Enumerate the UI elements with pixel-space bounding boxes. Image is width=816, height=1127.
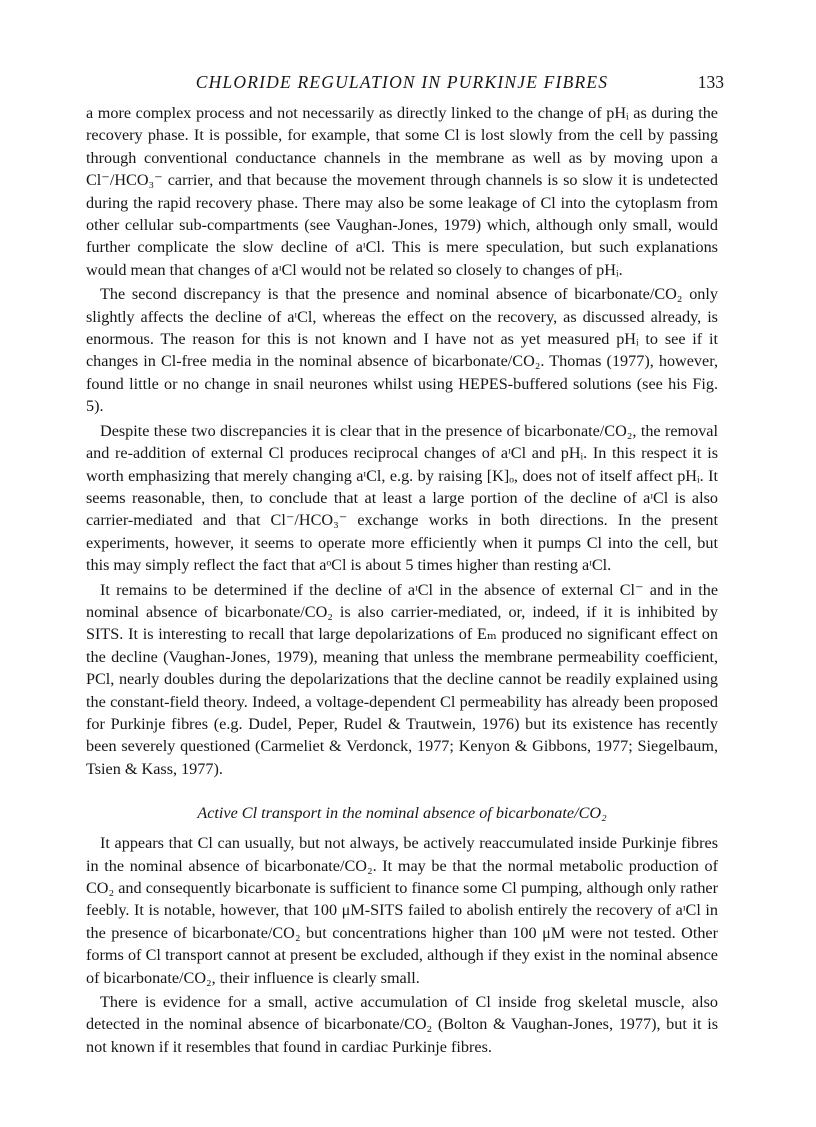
body-paragraph: It remains to be determined if the decline of aᶦCl in the absence of external Cl⁻ and in the nominal absence of bicarbonate/CO₂ is also carrier-mediated, or, indeed, if it is inhibited by SITS. It is interesting to recall that large depolarizations of Eₘ produced no significant effect on the decline (Vaughan-Jones, 1979), meaning that unless the membrane permeability coefficient, PCl, nearly doubles during the depolarizations that the decline cannot be readily explained using the constant-field theory. Indeed, a voltage-dependent Cl permeability has already been proposed for Purkinje fibres (e.g. Dudel, Peper, Rudel & Trautwein, 1976) but its existence has recently been severely questioned (Carmeliet & Verdonck, 1977; Kenyon & Gibbons, 1977; Siegelbaum, Tsien & Kass, 1977). bbox=[86, 580, 718, 778]
body-paragraph: Despite these two discrepancies it is clear that in the presence of bicarbonate/CO₂, the removal and re-addition of external Cl produces reciprocal changes of aᶦCl and pHᵢ. In this respect it is worth emphasizing that merely changing aᶦCl, e.g. by raising [K]ₒ, does not of itself affect pHᵢ. It seems reasonable, then, to conclude that at least a large portion of the decline of aᶦCl is also carrier-mediated and that Cl⁻/HCO₃⁻ exchange works in both directions. In the present experiments, however, it seems to operate more efficiently when it pumps Cl into the cell, but this may simply reflect the fact that aᵒCl is about 5 times higher than resting aᶦCl. bbox=[86, 421, 718, 575]
body-paragraph: There is evidence for a small, active accumulation of Cl inside frog skeletal muscle, also detected in the nominal absence of bicarbonate/CO₂ (Bolton & Vaughan-Jones, 1977), but it is not known if it resembles that found in cardiac Purkinje fibres. bbox=[86, 993, 718, 1056]
running-title: CHLORIDE REGULATION IN PURKINJE FIBRES bbox=[195, 72, 609, 92]
document-page bbox=[86, 72, 724, 1060]
page-header bbox=[86, 72, 724, 102]
body-paragraph: The second discrepancy is that the presence and nominal absence of bicarbonate/CO₂ only slightly affects the decline of aᶦCl, whereas the effect on the recovery, as discussed already, is enormous. The reason for this is not known and I have not as yet measured pHᵢ to see if it changes in Cl-free media in the nominal absence of bicarbonate/CO₂. Thomas (1977), however, found little or no change in snail neurones whilst using HEPES-buffered solutions (see his Fig. 5). bbox=[86, 285, 718, 416]
body-paragraph: It appears that Cl can usually, but not always, be actively reaccumulated inside Purkinje fibres in the nominal absence of bicarbonate/CO₂. It may be that the normal metabolic production of CO₂ and consequently bicarbonate is sufficient to finance some Cl pumping, although only rather feebly. It is notable, however, that 100 μM-SITS failed to abolish entirely the recovery of aᶦCl in the presence of bicarbonate/CO₂ but concentrations higher than 100 μM were not tested. Other forms of Cl transport cannot at present be excluded, although if they exist in the nominal absence of bicarbonate/CO₂, their influence is clearly small. bbox=[86, 834, 718, 987]
page-number: 133 bbox=[697, 72, 724, 92]
section-heading: Active Cl transport in the nominal absence of bicarbonate/CO₂ bbox=[197, 804, 607, 823]
body-paragraph: a more complex process and not necessarily as directly linked to the change of pHᵢ as during the recovery phase. It is possible, for example, that some Cl is lost slowly from the cell by passing through conventional conductance channels in the membrane as well as by moving upon a Cl⁻/HCO₃⁻ carrier, and that because the movement through channels is so slow it is undetected during the rapid recovery phase. There may also be some leakage of Cl into the cytoplasm from other cellular sub-compartments (see Vaughan-Jones, 1979) which, although only small, would further complicate the slow decline of aᶦCl. This is mere speculation, but such explanations would mean that changes of aᶦCl would not be related so closely to changes of pHᵢ. bbox=[86, 104, 718, 279]
